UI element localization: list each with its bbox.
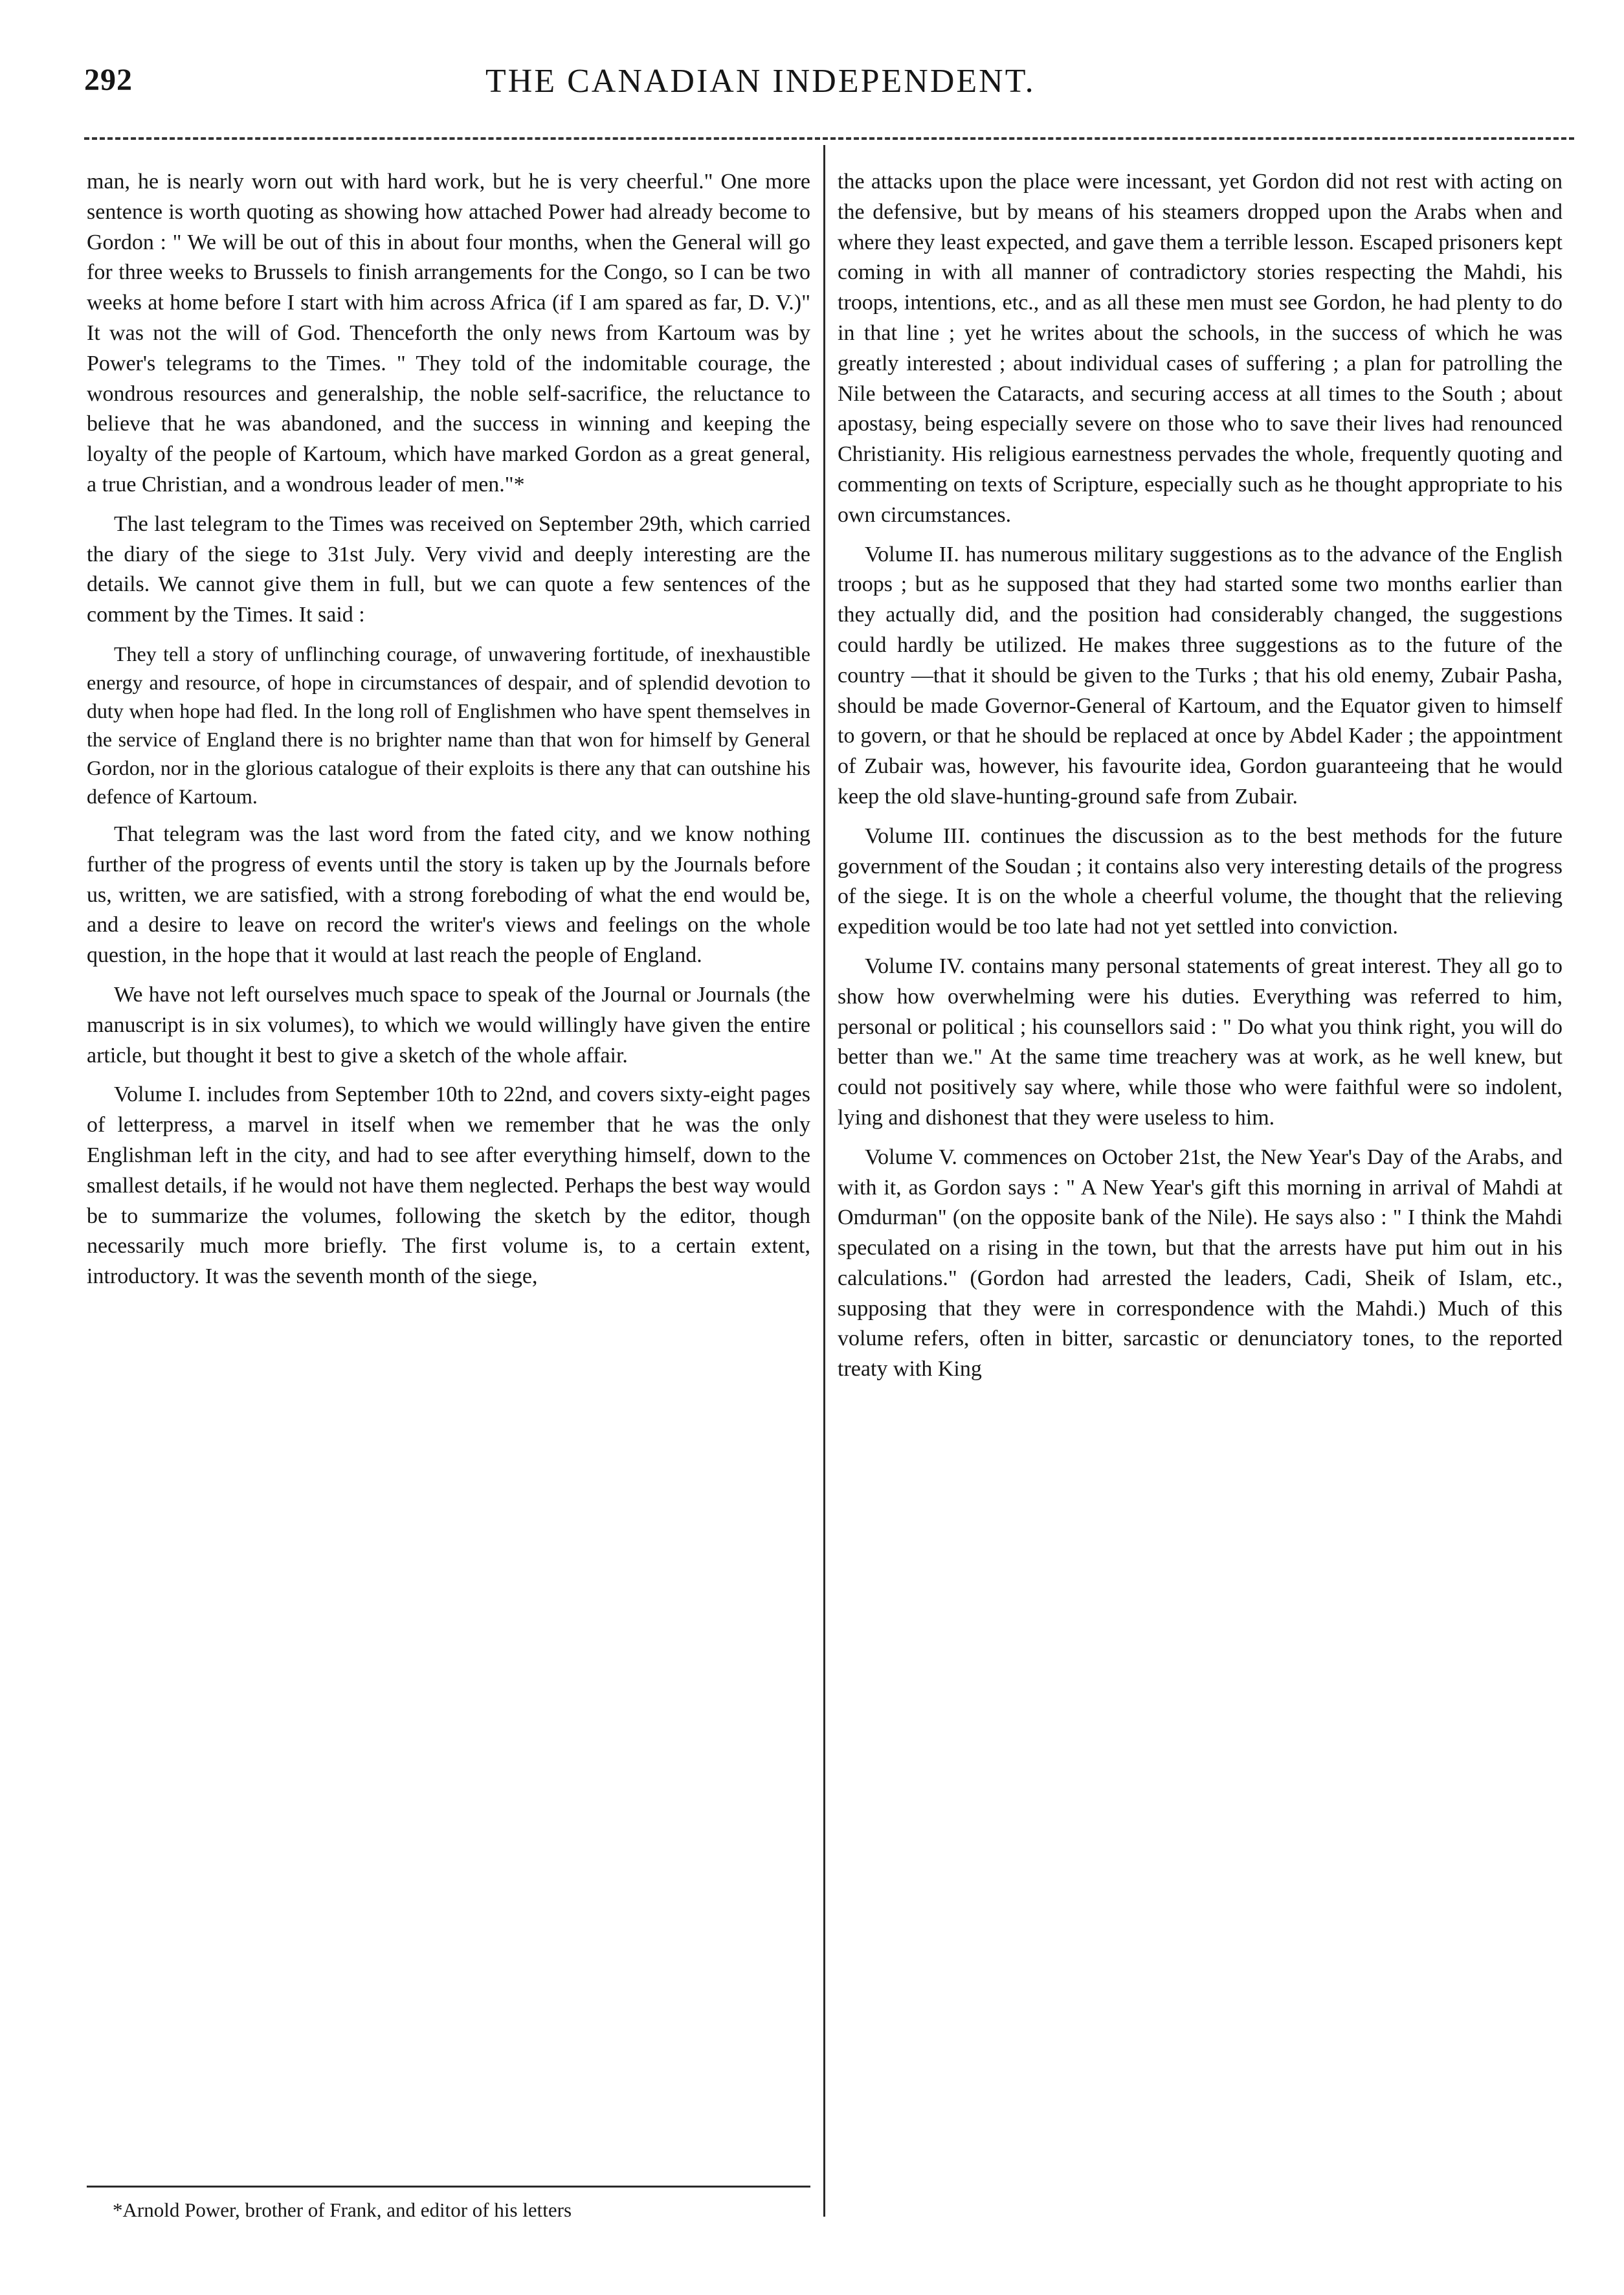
page-header [84, 62, 1573, 114]
paragraph: Volume IV. contains many personal statements of great interest. They all go to show how overwhelming were his duties. Everything was referred to him, personal or political ; his counsellors said : " Do what you think right, you will do better than we." At the same time treachery was at work, as he well knew, but could not positively say where, while those who were faithful were so indolent, lying and dishonest that they were useless to him. [838, 954, 1563, 1130]
block-quote: They tell a story of unflinching courage, of unwavering fortitude, of inexhaustible energy and resource, of hope in circumstances of despair, and of splendid devotion to duty when hope had fled. In the long roll of Englishmen who have spent themselves in the service of England there is no brighter name than that won for himself by General Gordon, nor in the glorious catalogue of their exploits is there any that can outshine his defence of Kartoum. [87, 642, 810, 808]
paragraph: Volume III. continues the discussion as to the best methods for the future government of the Soudan ; it contains also very interesting details of the progress of the siege. It is on the whole a cheerful volume, the thought that the relieving expedition would be too late had not yet settled into conviction. [838, 823, 1563, 939]
paragraph: the attacks upon the place were incessant, yet Gordon did not rest with acting on the defensive, but by means of his steamers dropped upon the Arabs when and where they least expected, and gave them a terrible lesson. Escaped prisoners kept coming in with all manner of contradictory stories respecting the Mahdi, his troops, intentions, etc., and as all these men must see Gordon, he had plenty to do in that line ; yet he writes about the schools, in the success of which he was greatly interested ; about individual cases of suffering ; a plan for patrolling the Nile between the Cataracts, and securing access at all times to the South ; about apostasy, being especially severe on those who to save their lives had renounced Christianity. His religious earnestness pervades the whole, frequently quoting and commenting on texts of Scripture, especially such as he thought appropriate to his own circumstances. [838, 170, 1563, 527]
paragraph: The last telegram to the Times was received on September 29th, which carried the diary of the siege to 31st July. Very vivid and deeply interesting are the details. We cannot give them in full, but we can quote a few sentences of the comment by the Times. It said : [87, 511, 810, 627]
right-column [838, 167, 1563, 1385]
footnote: *Arnold Power, brother of Frank, and editor of his letters [113, 2199, 572, 2221]
column-divider [823, 145, 825, 2217]
paragraph: Volume V. commences on October 21st, the New Year's Day of the Arabs, and with it, as Gordon says : " A New Year's gift this morning in arrival of Mahdi at Omdurman" (on the opposite bank of the Nile). He says also : " I think the Mahdi speculated on a rising in the town, but that the arrests have put him out in his calculations." (Gordon had arrested the leaders, Cadi, Sheik of Islam, etc., supposing that they were in correspondence with the Mahdi.) Much of this volume refers, often in bitter, sarcastic or denunciatory tones, to the reported treaty with King [838, 1145, 1563, 1382]
header-rule [84, 137, 1574, 140]
journal-title: THE CANADIAN INDEPENDENT. [485, 63, 1036, 100]
paragraph: Volume I. includes from September 10th to 22nd, and covers sixty-eight pages of letterpress, a marvel in itself when we remember that he was the only Englishman left in the city, and had to see after everything himself, down to the smallest details, if he would not have them neglected. Perhaps the best way would be to summarize the volumes, following the sketch by the editor, though necessarily much more briefly. The first volume is, to a certain extent, introductory. It was the seventh month of the siege, [87, 1082, 810, 1289]
paragraph: We have not left ourselves much space to speak of the Journal or Journals (the manuscript is in six volumes), to which we would willingly have given the entire article, but thought it best to give a sketch of the whole affair. [87, 982, 810, 1068]
paragraph: man, he is nearly worn out with hard work, but he is very cheerful." One more sentence is worth quoting as showing how attached Power had already become to Gordon : " We will be out of this in about four months, when the General will go for three weeks to Brussels to finish arrangements for the Congo, so I can be two weeks at home before I start with him across Africa (if I am spared as far, D. V.)" It was not the will of God. Thenceforth the only news from Kartoum was by Power's telegrams to the Times. " They told of the indomitable courage, the wondrous resources and generalship, the noble self-sacrifice, the reluctance to believe that he was abandoned, and the success in winning and keeping the loyalty of the people of Kartoum, which have marked Gordon as a great general, a true Christian, and a wondrous leader of men."* [87, 170, 810, 497]
footnote-rule [87, 2186, 810, 2188]
paragraph: Volume II. has numerous military suggestions as to the advance of the English troops ; but as he supposed that they had started some two months earlier than they actually did, and the position had considerably changed, the suggestions could hardly be utilized. He makes three suggestions as to the future of the country —that it should be given to the Turks ; that his old enemy, Zubair Pasha, should be made Governor-General of Kartoum, and the Equator given to himself to govern, or that he should be replaced at once by Abdel Kader ; the appointment of Zubair was, however, his favourite idea, Gordon guaranteeing that he would keep the old slave-hunting-ground safe from Zubair. [838, 542, 1563, 809]
left-column [87, 167, 810, 1292]
page-number: 292 [84, 63, 133, 97]
paragraph: That telegram was the last word from the fated city, and we know nothing further of the progress of events until the story is taken up by the Journals before us, written, we are satisfied, with a strong foreboding of what the end would be, and a desire to leave on record the writer's views and feelings on the whole question, in the hope that it would at last reach the people of England. [87, 822, 810, 968]
